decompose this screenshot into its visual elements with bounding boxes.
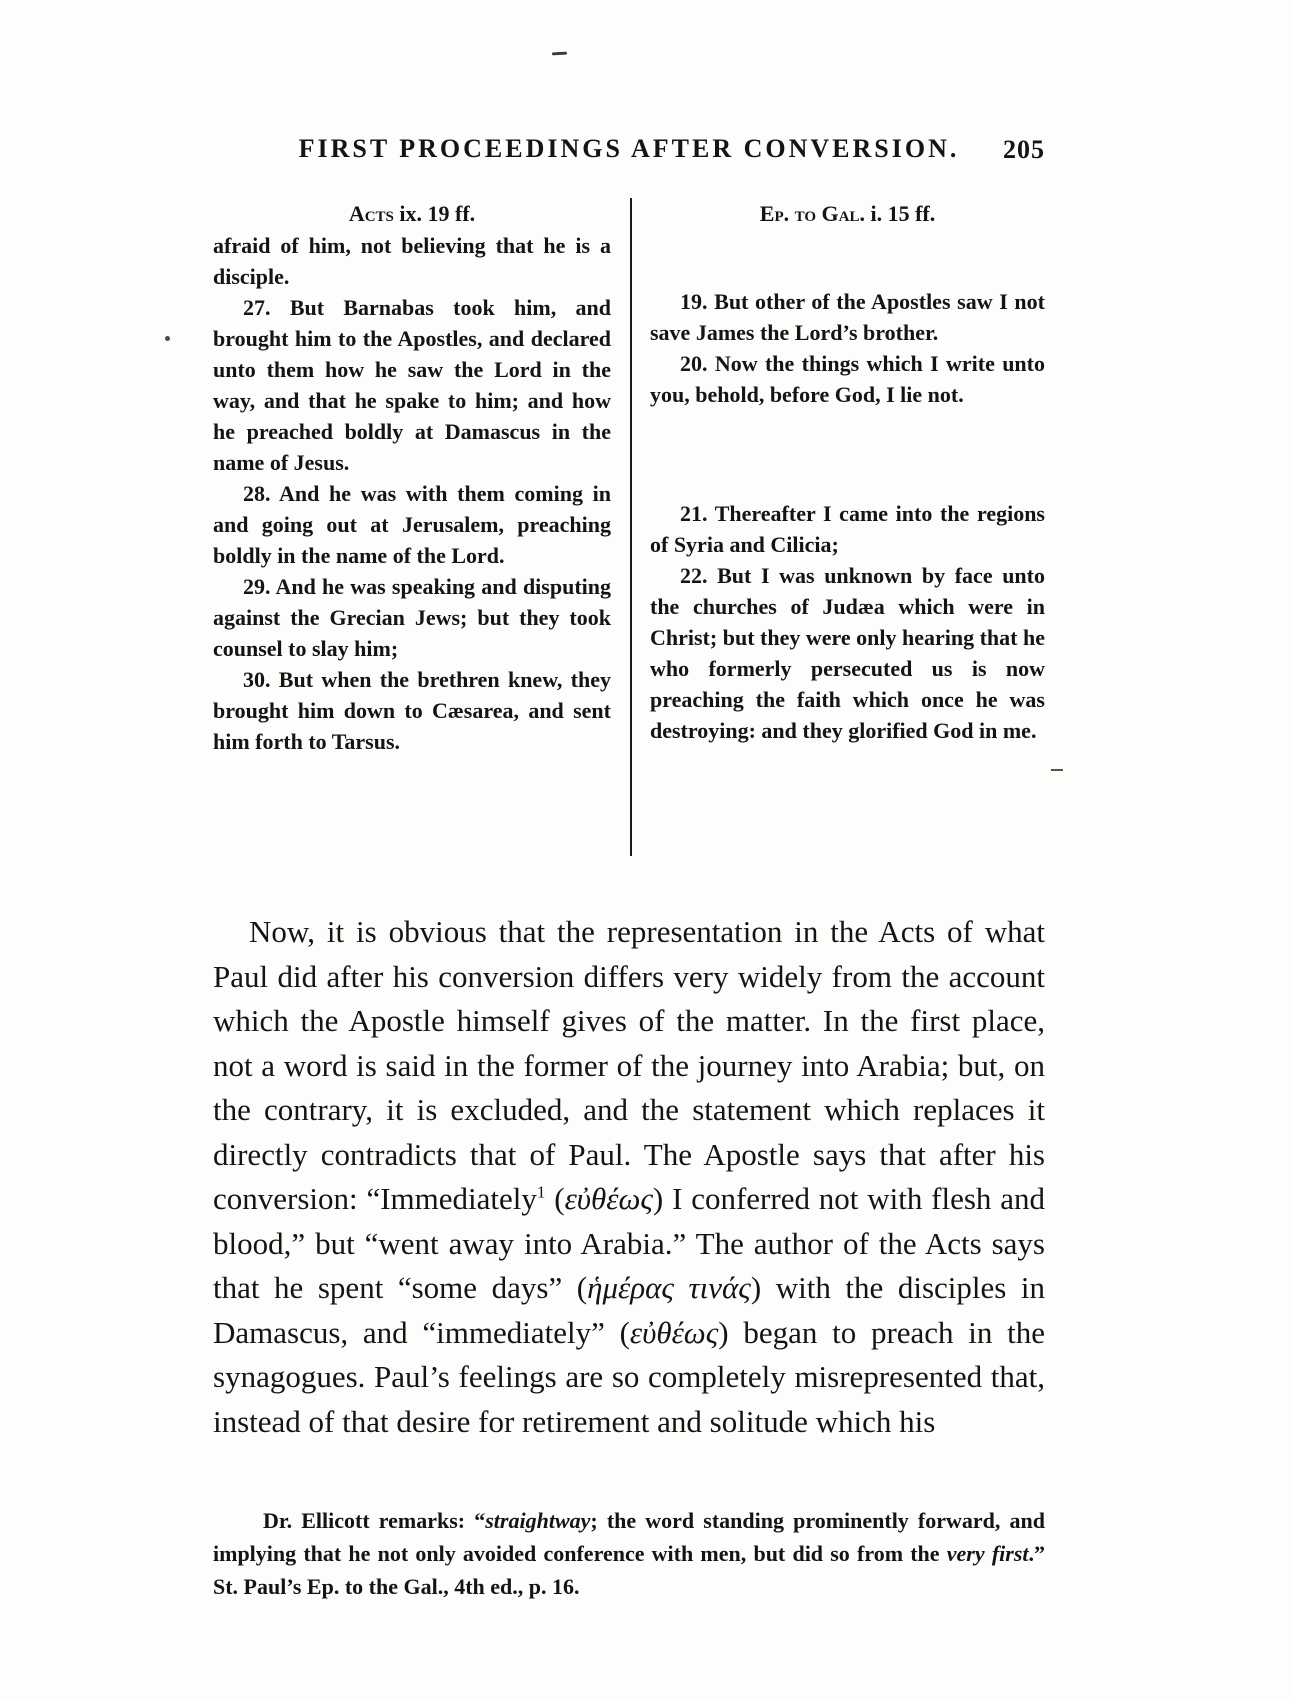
scan-artifact-dot	[165, 336, 170, 341]
body-paragraph: Now, it is obvious that the representation in the Acts of what Paul did after his conversion differs very widely from the account which the Apostle himself gives of the matter. In the first place, not a word is said in the former of the journey into Arabia; but, on the contrary, it is excluded, and the statement which replaces it directly contradicts that of Paul. The Apostle says that after his conversion: “Immediately$^1$ (εὐθέως) I conferred not with flesh and blood,” but “went away into Arabia.” The author of the Acts says that he spent “some days” (ἡμέρας τινάς) with the disciples in Damascus, and “immediately” (εὐθέως) began to preach in the synagogues. Paul’s feelings are so completely misrepresented that, instead of that desire for retirement and solitude which his	[213, 914, 1046, 1439]
verse-paragraph: 22. But I was unknown by face unto the churches of Judæa which were in Christ; but they were only hearing that he who formerly persecuted us is now preaching the faith which once he was destroying: and they glorified God in me.	[650, 563, 1045, 743]
verse-paragraph: 19. But other of the Apostles saw I not save James the Lord’s brother.	[650, 289, 1045, 345]
page-content	[213, 0, 1045, 1603]
running-header	[213, 134, 1045, 164]
footnote: Dr. Ellicott remarks: “straightway; the word standing prominently forward, and implying that he not only avoided conference with men, but did so from the very first.” St. Paul’s Ep. to the Gal., 4th ed., p. 16.	[213, 1508, 1045, 1599]
verse-paragraph: afraid of him, not believing that he is a disciple.	[213, 233, 611, 289]
column-divider	[630, 198, 632, 856]
column-galatians	[650, 198, 1045, 860]
column-acts	[213, 198, 611, 860]
verse-paragraph: 28. And he was with them coming in and going out at Jerusalem, preaching boldly in the name of the Lord.	[213, 481, 611, 568]
page-number: 205	[1003, 135, 1045, 164]
column-acts-heading: Acts ix. 19 ff.	[348, 201, 476, 226]
verse-paragraph: 20. Now the things which I write unto you, behold, before God, I lie not.	[650, 351, 1045, 407]
parallel-columns	[213, 198, 1045, 860]
column-galatians-heading: Ep. to Gal. i. 15 ff.	[759, 201, 936, 226]
column-acts-paragraphs	[213, 230, 611, 757]
column-galatians-paragraphs	[650, 286, 1045, 746]
scan-artifact-dash	[1051, 769, 1063, 771]
verse-paragraph: 21. Thereafter I came into the regions of Syria and Cilicia;	[650, 501, 1045, 557]
verse-paragraph: 27. But Barnabas took him, and brought him to the Apostles, and declared unto them how he saw the Lord in the way, and that he spake to him; and how he preached boldly at Damascus in the name of Jesus.	[213, 295, 611, 475]
page-title: FIRST PROCEEDINGS AFTER CONVERSION.	[298, 134, 960, 163]
verse-paragraph: 30. But when the brethren knew, they brought him down to Cæsarea, and sent him forth to Tarsus.	[213, 667, 611, 754]
verse-paragraph: 29. And he was speaking and disputing against the Grecian Jews; but they took counsel to slay him;	[213, 574, 611, 661]
